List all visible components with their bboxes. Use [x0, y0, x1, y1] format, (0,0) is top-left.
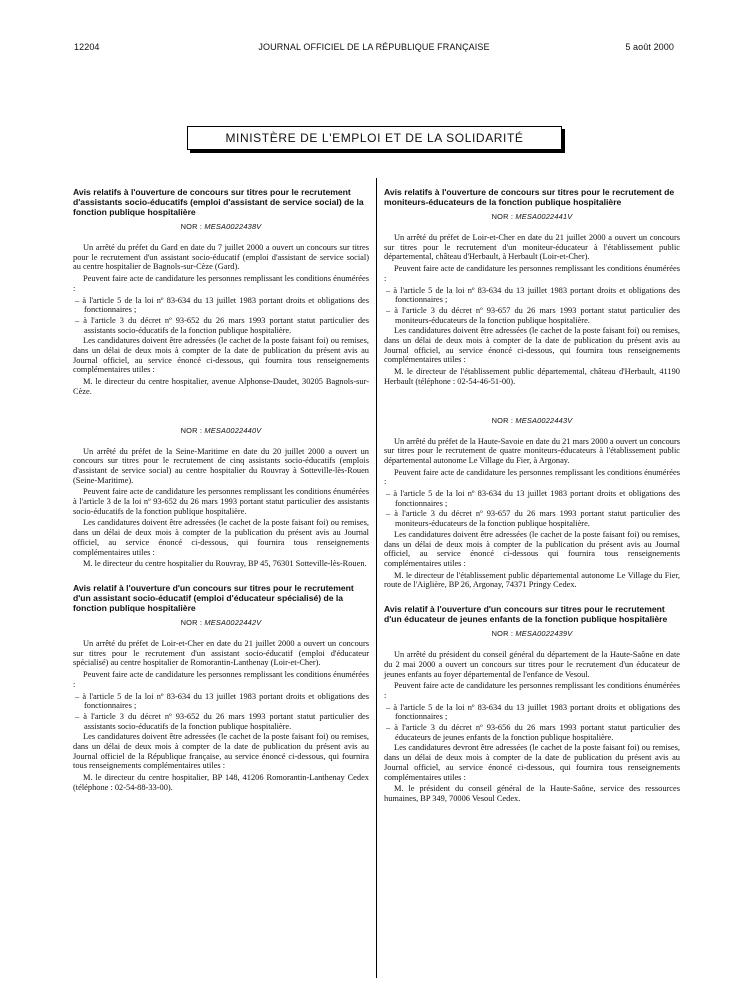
page-number: 12204 — [74, 42, 100, 52]
list-item: – à l'article 3 du décret nº 93-657 du 26 mars 1993 portant statut particulier des moniteurs-éducateurs de la fonction publique hospitalière. — [386, 509, 680, 529]
paragraph: Les candidatures doivent être adressées (le cachet de la poste faisant foi) ou remises, dans un délai de deux mois à compter de la publication du présent avis au Journal officiel, au service énoncé ci-dessous, qui fournira tous renseignements complémentaires utiles : — [73, 518, 369, 557]
list-item: – à l'article 5 de la loi nº 83-634 du 13 juillet 1983 portant droits et obligations des fonctionnaires ; — [386, 285, 680, 305]
nor-reference — [384, 629, 680, 638]
notice-argonay — [384, 416, 680, 591]
nor-code: MESA0022441V — [515, 212, 573, 221]
address-paragraph: M. le directeur de l'établissement public départemental autonome Le Village du Fier, route de l'Aiglière, BP 26, Argonay, 74371 Pringy Cedex. — [384, 570, 680, 590]
paragraph: Les candidatures devront être adressées (le cachet de la poste faisant foi) ou remises, dans un délai de deux mois à compter de la date de publication du présent avis au Journal officiel, au service énoncé ci-dessous, qui fournira tous renseignements complémentaires utiles : — [384, 743, 680, 782]
paragraph: Un arrêté du préfet de la Haute-Savoie en date du 21 mars 2000 a ouvert un concours sur titres pour le recrutement de quatre moniteurs-éducateurs à l'établissement public départemental autonome Le Village du Fier, à Argonay. — [384, 436, 680, 465]
page-header — [74, 42, 674, 58]
list-item: – à l'article 3 du décret nº 93-652 du 26 mars 1993 portant statut particulier des assistants socio-éducatifs de la fonction publique hospitalière. — [75, 711, 369, 731]
nor-code: MESA0022440V — [204, 425, 262, 435]
nor-label: NOR : — [491, 415, 514, 425]
paragraph: Peuvent faire acte de candidature les personnes remplissant les conditions énumérées : — [384, 681, 680, 700]
paragraph: Les candidatures doivent être adressées (le cachet de la poste faisant foi) ou remises, dans un délai de deux mois à compter de la publication du présent avis au Journal officiel, au service énoncé ci-dessous qui fournira tous renseignements complémentaires utiles : — [384, 529, 680, 568]
notice-title: Avis relatifs à l'ouverture de concours sur titres pour le recrutement d'assistants socio-éducatifs (emploi d'assistant de service social) de la fonction publique hospitalière — [73, 187, 364, 217]
paragraph: Peuvent faire acte de candidature les personnes remplissant les conditions énumérées : — [73, 274, 369, 293]
notice-assistant-service-social — [73, 187, 369, 397]
notice-sotteville — [73, 426, 369, 569]
list-item: – à l'article 3 du décret nº 93-652 du 26 mars 1993 portant statut particulier des assistants socio-éducatifs de la fonction publique hospitalière. — [75, 315, 369, 335]
address-paragraph: M. le directeur de l'établissement public départemental, château d'Herbault, 41190 Herbault (téléphone : 02-54-46-51-00). — [384, 367, 680, 386]
nor-label: NOR : — [180, 617, 203, 627]
ministry-heading: MINISTÈRE DE L'EMPLOI ET DE LA SOLIDARITÉ — [187, 126, 562, 150]
address-paragraph: M. le directeur du centre hospitalier du Rouvray, BP 45, 76301 Sotteville-lès-Rouen. — [83, 559, 367, 569]
list-item: – à l'article 5 de la loi nº 83-634 du 13 juillet 1983 portant droits et obligations des fonctionnaires ; — [386, 702, 680, 722]
publication-date: 5 août 2000 — [625, 42, 674, 52]
address-paragraph: M. le directeur du centre hospitalier, BP 148, 41206 Romorantin-Lanthenay Cedex (téléphone : 02-54-88-33-00). — [73, 773, 369, 792]
nor-code: MESA0022442V — [204, 617, 262, 627]
nor-reference — [73, 426, 369, 435]
list-item: – à l'article 5 de la loi nº 83-634 du 13 juillet 1983 portant droits et obligations des fonctionnaires ; — [386, 489, 680, 508]
paragraph: Peuvent faire acte de candidature les personnes remplissant les conditions énumérées : — [384, 467, 680, 487]
paragraph: Les candidatures doivent être adressées (le cachet de la poste faisant foi) ou remises, dans un délai de deux mois à compter de la date de publication du présent avis au Journal officiel, au service énoncé ci-dessous, qui fournira tous renseignements complémentaires utiles : — [384, 326, 680, 365]
nor-reference — [384, 416, 680, 425]
paragraph: Peuvent faire acte de candidature les personnes remplissant les conditions énumérées à l'article 3 de la loi nº 93-652 du 26 mars 1993 portant statut particulier des assistants socio-éducatifs de la fonction publique hospitalière. — [73, 487, 369, 516]
notice-title: Avis relatifs à l'ouverture de concours sur titres pour le recrutement de moniteurs-éducateurs de la fonction publique hospitalière — [384, 187, 675, 207]
notice-educateur-jeunes-enfants — [384, 604, 680, 804]
column-divider — [376, 178, 377, 978]
paragraph: Un arrêté du préfet de la Seine-Maritime en date du 20 juillet 2000 a ouvert un concours sur titres pour le recrutement de cinq assistants socio-éducatifs (emplois d'assistant de service social) au centre hospitalier du Rouvray à Sotteville-lès-Rouen (Seine-Maritime). — [73, 446, 369, 485]
paragraph: Peuvent faire acte de candidature les personnes remplissant les conditions énumérées : — [384, 264, 680, 283]
paragraph: Les candidatures doivent être adressées (le cachet de la poste faisant foi) ou remises, dans un délai de deux mois à compter de la date de publication du présent avis au Journal officiel, au service énoncé ci-dessous, qui fournira tous renseignements complémentaires utiles : — [73, 336, 369, 375]
notice-title: Avis relatif à l'ouverture d'un concours sur titres pour le recrutement d'un éducateur de jeunes enfants de la fonction publique hospitalière — [384, 604, 668, 625]
left-column — [73, 187, 369, 795]
nor-reference — [73, 618, 369, 627]
nor-code: MESA0022443V — [515, 415, 573, 425]
nor-reference — [384, 212, 680, 221]
paragraph: Un arrêté du président du conseil général du département de la Haute-Saône en date du 2 mai 2000 a ouvert un concours sur titres pour le recrutement d'un éducateur de jeunes enfants au foyer départemental de l'enfance de Vesoul. — [384, 650, 680, 679]
journal-title: JOURNAL OFFICIEL DE LA RÉPUBLIQUE FRANÇAISE — [258, 42, 490, 52]
notice-moniteurs-educateurs — [384, 187, 680, 387]
nor-reference — [73, 222, 369, 231]
paragraph: Les candidatures doivent être adressées (le cachet de la poste faisant foi) ou remises, dans un délai de deux mois à compter de la date de publication du présent avis au Journal officiel de la République française, au service énoncé ci-dessous, qui fournira tous renseignements complémentaires utiles : — [73, 732, 369, 771]
nor-code: MESA0022438V — [204, 222, 262, 231]
notice-title: Avis relatif à l'ouverture d'un concours sur titres pour le recrutement d'un assistant socio-éducatif (emploi d'éducateur spécialisé) de la fonction publique hospitalière — [73, 582, 354, 613]
address-paragraph: M. le président du conseil général de la Haute-Saône, service des ressources humaines, BP 349, 70006 Vesoul Cedex. — [384, 784, 680, 803]
list-item: – à l'article 5 de la loi nº 83-634 du 13 juillet 1983 portant droits et obligations des fonctionnaires ; — [75, 295, 369, 315]
nor-code: MESA0022439V — [515, 629, 573, 639]
nor-label: NOR : — [180, 222, 203, 231]
paragraph: Un arrêté du préfet du Gard en date du 7 juillet 2000 a ouvert un concours sur titres pour le recrutement d'un assistant socio-éducatif (emploi d'assistant de service social) au centre hospitalier de Bagnols-sur-Cèze (Gard). — [73, 243, 369, 272]
list-item: – à l'article 3 du décret nº 93-657 du 26 mars 1993 portant statut particulier des moniteurs-éducateurs de la fonction publique hospitalière. — [386, 305, 680, 325]
address-paragraph: M. le directeur du centre hospitalier, avenue Alphonse-Daudet, 30205 Bagnols-sur-Cèze. — [73, 377, 369, 396]
list-item: – à l'article 3 du décret nº 93-656 du 26 mars 1993 portant statut particulier des éducateurs de jeunes enfants de la fonction publique hospitalière. — [386, 723, 680, 742]
nor-label: NOR : — [491, 629, 514, 639]
nor-label: NOR : — [180, 425, 203, 435]
paragraph: Un arrêté du préfet de Loir-et-Cher en date du 21 juillet 2000 a ouvert un concours sur titres pour le recrutement d'un moniteur-éducateur à l'établissement public départemental, château d'Herbault, à Herbault (Loir-et-Cher). — [384, 233, 680, 262]
paragraph: Un arrêté du préfet de Loir-et-Cher en date du 21 juillet 2000 a ouvert un concours sur titres pour le recrutement d'un assistant socio-éducatif (emploi d'éducateur spécialisé) au centre hospitalier de Romorantin-Lanthenay (Loir-et-Cher). — [73, 638, 369, 668]
list-item: – à l'article 5 de la loi nº 83-634 du 13 juillet 1983 portant droits et obligations des fonctionnaires ; — [75, 691, 369, 711]
notice-educateur-specialise — [73, 583, 369, 793]
nor-label: NOR : — [491, 212, 514, 221]
right-column — [384, 187, 680, 806]
paragraph: Peuvent faire acte de candidature les personnes remplissant les conditions énumérées : — [73, 670, 369, 689]
